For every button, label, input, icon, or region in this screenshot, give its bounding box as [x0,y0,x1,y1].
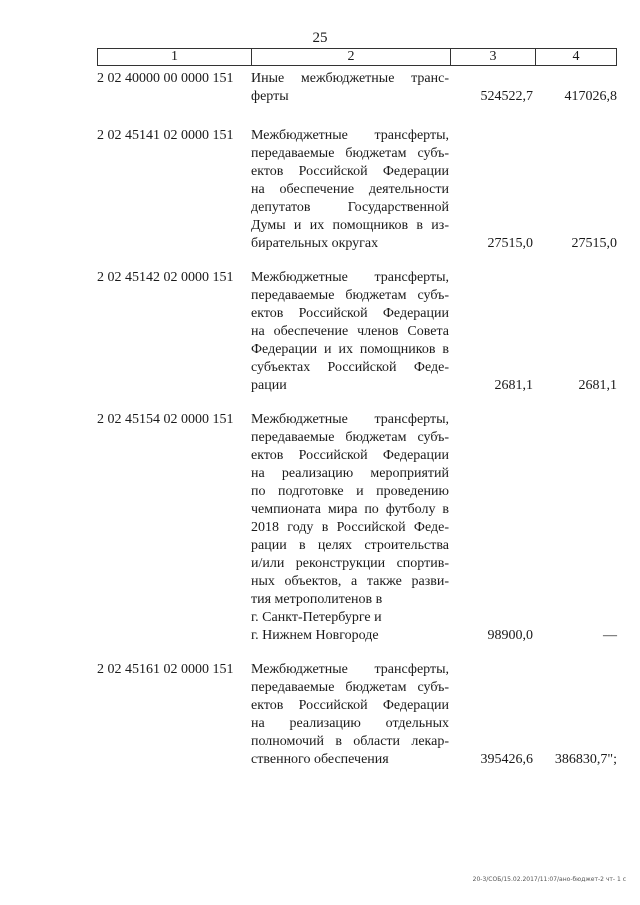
table-row-value-col4: 2681,1 [578,378,617,393]
header-col-3: 3 [489,49,497,64]
description-line: г. Санкт-Петербурге и [251,610,382,625]
description-line: на обеспечение деятельности [251,182,449,197]
description-line: тия метрополитенов в [251,592,383,607]
description-line: ектов Российской Федерации [251,306,449,321]
table-row-value-col3: 2681,1 [494,378,533,393]
description-line: на обеспечение членов Совета [251,324,449,339]
table-row-description [251,661,449,769]
description-line: Межбюджетные трансферты, [251,270,449,285]
description-line: депутатов Государственной [251,200,449,215]
description-line: Межбюджетные трансферты, [251,662,449,677]
description-line: Иные межбюджетные транс- [251,71,449,86]
description-line: ектов Российской Федерации [251,448,449,463]
table-row-value-col4: 417026,8 [564,89,617,104]
table-row-value-col3: 524522,7 [480,89,533,104]
description-line: рации [251,378,287,393]
description-line: полномочий в области лекар- [251,734,449,749]
description-line: ектов Российской Федерации [251,164,449,179]
page-number: 25 [312,30,328,46]
table-row-code: 2 02 40000 00 0000 151 [97,71,234,86]
description-line: передаваемые бюджетам субъ- [251,430,449,445]
description-line: субъектах Российской Феде- [251,360,449,375]
description-line: на реализацию отдельных [251,716,449,731]
description-line: бирательных округах [251,236,379,251]
table-row-code: 2 02 45142 02 0000 151 [97,270,234,285]
header-col-4: 4 [572,49,580,64]
description-line: ферты [251,89,289,104]
description-line: передаваемые бюджетам субъ- [251,146,449,161]
description-line: Федерации и их помощников в [251,342,449,357]
table-row-value-col4: — [603,628,617,643]
description-line: передаваемые бюджетам субъ- [251,680,449,695]
table-header-row [97,48,617,66]
table-row-description [251,411,449,645]
header-col-1: 1 [171,49,178,64]
header-col-2: 2 [347,49,355,64]
table-row-value-col3: 395426,6 [480,752,533,767]
description-line: рации в целях строительства [251,538,449,553]
description-line: передаваемые бюджетам субъ- [251,288,449,303]
description-line: ственного обеспечения [251,752,389,767]
table-row-description [251,269,449,395]
description-line: ектов Российской Федерации [251,698,449,713]
description-line: на реализацию мероприятий [251,466,449,481]
description-line: Думы и их помощников в из- [251,218,449,233]
description-line: 2018 году в Российской Феде- [251,520,449,535]
table-row-description [251,70,449,106]
description-line: ных объектов, а также разви- [251,574,449,589]
table-row-code: 2 02 45161 02 0000 151 [97,662,234,677]
description-line: по подготовке и проведению [251,484,449,499]
description-line: и/или реконструкции спортив- [251,556,449,571]
table-row-value-col3: 27515,0 [487,236,533,251]
table-row-value-col4: 27515,0 [571,236,617,251]
description-line: г. Нижнем Новгороде [251,628,379,643]
table-row-code: 2 02 45141 02 0000 151 [97,128,234,143]
table-row-description [251,127,449,253]
description-line: чемпионата мира по футболу в [251,502,449,517]
description-line: Межбюджетные трансферты, [251,128,449,143]
footer-stamp: 20-3/СОБ/15.02.2017/11:07/ано-бюджет-2 чт- 1 с [472,876,626,883]
description-line: Межбюджетные трансферты, [251,412,449,427]
table-row-value-col3: 98900,0 [487,628,533,643]
table-row-code: 2 02 45154 02 0000 151 [97,412,234,427]
table-row-value-col4: 386830,7"; [554,752,617,767]
